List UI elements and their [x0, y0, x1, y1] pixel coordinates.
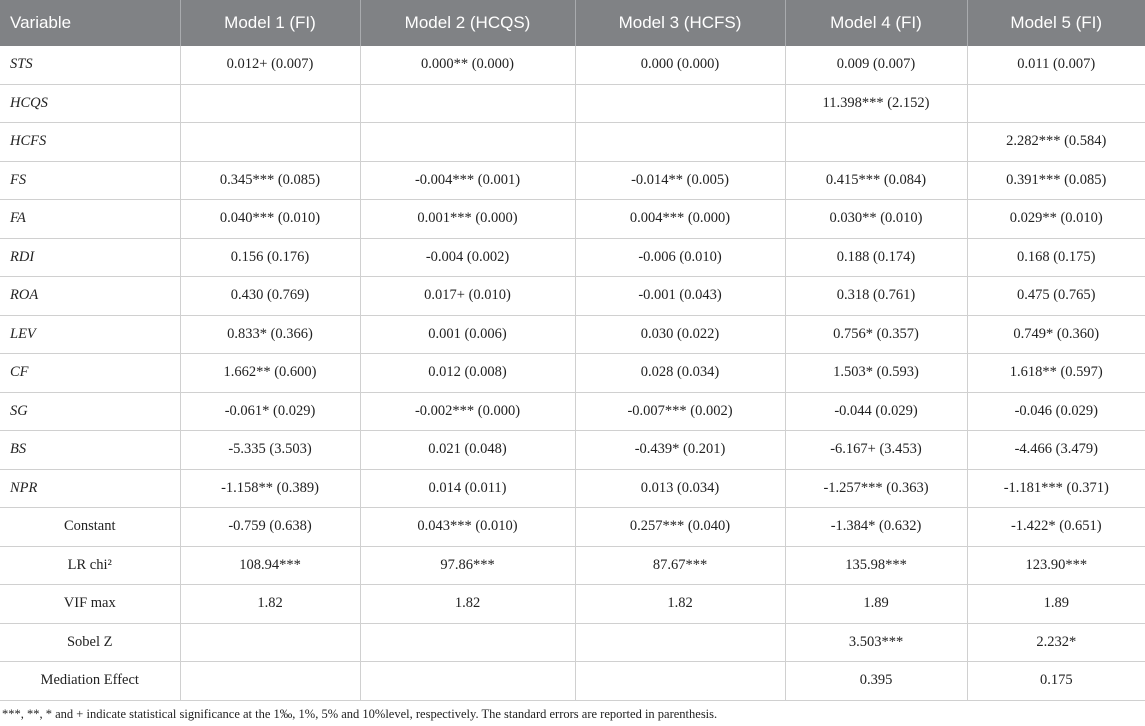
model-4-cell: 3.503*** — [785, 623, 967, 662]
model-3-cell: -0.006 (0.010) — [575, 238, 785, 277]
model-4-cell: 0.395 — [785, 662, 967, 701]
table-body — [0, 46, 1145, 700]
model-4-cell: 11.398*** (2.152) — [785, 84, 967, 123]
model-1-cell: -0.759 (0.638) — [180, 508, 360, 547]
model-5-cell: 0.175 — [967, 662, 1145, 701]
model-4-cell: -1.257*** (0.363) — [785, 469, 967, 508]
header-model-2: Model 2 (HCQS) — [360, 0, 575, 46]
model-2-cell: 97.86*** — [360, 546, 575, 585]
table-row — [0, 508, 1145, 547]
model-2-cell — [360, 123, 575, 162]
model-4-cell: -1.384* (0.632) — [785, 508, 967, 547]
variable-cell: CF — [0, 354, 180, 393]
table-row — [0, 623, 1145, 662]
model-4-cell: 0.009 (0.007) — [785, 46, 967, 84]
model-5-cell: 1.89 — [967, 585, 1145, 624]
model-3-cell: -0.439* (0.201) — [575, 431, 785, 470]
model-4-cell — [785, 123, 967, 162]
header-model-5: Model 5 (FI) — [967, 0, 1145, 46]
model-3-cell: 0.028 (0.034) — [575, 354, 785, 393]
variable-cell: Mediation Effect — [0, 662, 180, 701]
table-row — [0, 469, 1145, 508]
variable-cell: LEV — [0, 315, 180, 354]
table-row — [0, 315, 1145, 354]
model-2-cell: 0.012 (0.008) — [360, 354, 575, 393]
model-1-cell: 108.94*** — [180, 546, 360, 585]
header-model-1: Model 1 (FI) — [180, 0, 360, 46]
model-3-cell: 0.000 (0.000) — [575, 46, 785, 84]
model-1-cell: 1.662** (0.600) — [180, 354, 360, 393]
model-4-cell: 135.98*** — [785, 546, 967, 585]
variable-cell: FS — [0, 161, 180, 200]
model-3-cell: -0.001 (0.043) — [575, 277, 785, 316]
table-row — [0, 238, 1145, 277]
variable-cell: HCQS — [0, 84, 180, 123]
table-row — [0, 662, 1145, 701]
model-3-cell — [575, 123, 785, 162]
table-row — [0, 354, 1145, 393]
variable-cell: Sobel Z — [0, 623, 180, 662]
model-1-cell: 0.345*** (0.085) — [180, 161, 360, 200]
model-4-cell: 0.030** (0.010) — [785, 200, 967, 239]
model-4-cell: 0.188 (0.174) — [785, 238, 967, 277]
header-model-3: Model 3 (HCFS) — [575, 0, 785, 46]
model-5-cell: 0.391*** (0.085) — [967, 161, 1145, 200]
model-2-cell: 0.000** (0.000) — [360, 46, 575, 84]
model-5-cell: 0.029** (0.010) — [967, 200, 1145, 239]
variable-cell: SG — [0, 392, 180, 431]
table-footnote: ***, **, * and + indicate statistical significance at the 1‰, 1%, 5% and 10%level, respectively. The standard errors are reported in parenthesis. — [2, 706, 718, 721]
model-3-cell: -0.007*** (0.002) — [575, 392, 785, 431]
model-1-cell — [180, 123, 360, 162]
model-4-cell: 1.503* (0.593) — [785, 354, 967, 393]
model-1-cell — [180, 662, 360, 701]
variable-cell: HCFS — [0, 123, 180, 162]
model-5-cell — [967, 84, 1145, 123]
model-4-cell: 0.756* (0.357) — [785, 315, 967, 354]
model-4-cell: 0.415*** (0.084) — [785, 161, 967, 200]
model-2-cell: 0.001 (0.006) — [360, 315, 575, 354]
model-2-cell — [360, 84, 575, 123]
model-5-cell: -1.422* (0.651) — [967, 508, 1145, 547]
variable-cell: ROA — [0, 277, 180, 316]
model-3-cell — [575, 662, 785, 701]
model-3-cell: 1.82 — [575, 585, 785, 624]
table-row — [0, 84, 1145, 123]
table-row — [0, 200, 1145, 239]
model-5-cell: 0.475 (0.765) — [967, 277, 1145, 316]
model-1-cell: -5.335 (3.503) — [180, 431, 360, 470]
model-2-cell: -0.004 (0.002) — [360, 238, 575, 277]
header-model-4: Model 4 (FI) — [785, 0, 967, 46]
model-3-cell — [575, 84, 785, 123]
model-1-cell: 1.82 — [180, 585, 360, 624]
model-3-cell — [575, 623, 785, 662]
model-5-cell: 2.232* — [967, 623, 1145, 662]
model-5-cell: 2.282*** (0.584) — [967, 123, 1145, 162]
model-1-cell: -0.061* (0.029) — [180, 392, 360, 431]
variable-cell: STS — [0, 46, 180, 84]
model-1-cell: 0.040*** (0.010) — [180, 200, 360, 239]
model-4-cell: 1.89 — [785, 585, 967, 624]
variable-cell: Constant — [0, 508, 180, 547]
model-5-cell: 1.618** (0.597) — [967, 354, 1145, 393]
model-3-cell: 87.67*** — [575, 546, 785, 585]
model-5-cell: 0.168 (0.175) — [967, 238, 1145, 277]
model-1-cell: 0.156 (0.176) — [180, 238, 360, 277]
model-1-cell: 0.833* (0.366) — [180, 315, 360, 354]
table-row — [0, 392, 1145, 431]
model-2-cell: 0.021 (0.048) — [360, 431, 575, 470]
model-3-cell: 0.257*** (0.040) — [575, 508, 785, 547]
model-5-cell: -4.466 (3.479) — [967, 431, 1145, 470]
table-row — [0, 277, 1145, 316]
model-1-cell: -1.158** (0.389) — [180, 469, 360, 508]
variable-cell: VIF max — [0, 585, 180, 624]
table-row — [0, 585, 1145, 624]
variable-cell: LR chi² — [0, 546, 180, 585]
model-3-cell: -0.014** (0.005) — [575, 161, 785, 200]
model-2-cell: 1.82 — [360, 585, 575, 624]
model-5-cell: -1.181*** (0.371) — [967, 469, 1145, 508]
variable-cell: NPR — [0, 469, 180, 508]
model-2-cell: 0.001*** (0.000) — [360, 200, 575, 239]
variable-cell: FA — [0, 200, 180, 239]
model-3-cell: 0.030 (0.022) — [575, 315, 785, 354]
table-row — [0, 161, 1145, 200]
table-row — [0, 123, 1145, 162]
variable-cell: RDI — [0, 238, 180, 277]
table-row — [0, 46, 1145, 84]
model-2-cell: -0.004*** (0.001) — [360, 161, 575, 200]
model-1-cell — [180, 84, 360, 123]
model-2-cell — [360, 662, 575, 701]
model-4-cell: 0.318 (0.761) — [785, 277, 967, 316]
model-5-cell: -0.046 (0.029) — [967, 392, 1145, 431]
header-row — [0, 0, 1145, 46]
model-5-cell: 0.749* (0.360) — [967, 315, 1145, 354]
model-4-cell: -0.044 (0.029) — [785, 392, 967, 431]
model-2-cell: 0.014 (0.011) — [360, 469, 575, 508]
table-row — [0, 546, 1145, 585]
variable-cell: BS — [0, 431, 180, 470]
table-row — [0, 431, 1145, 470]
model-2-cell: 0.043*** (0.010) — [360, 508, 575, 547]
model-4-cell: -6.167+ (3.453) — [785, 431, 967, 470]
model-3-cell: 0.004*** (0.000) — [575, 200, 785, 239]
model-2-cell: -0.002*** (0.000) — [360, 392, 575, 431]
model-3-cell: 0.013 (0.034) — [575, 469, 785, 508]
model-2-cell: 0.017+ (0.010) — [360, 277, 575, 316]
model-1-cell — [180, 623, 360, 662]
model-2-cell — [360, 623, 575, 662]
model-5-cell: 123.90*** — [967, 546, 1145, 585]
header-variable: Variable — [0, 0, 180, 46]
model-5-cell: 0.011 (0.007) — [967, 46, 1145, 84]
model-1-cell: 0.012+ (0.007) — [180, 46, 360, 84]
model-1-cell: 0.430 (0.769) — [180, 277, 360, 316]
